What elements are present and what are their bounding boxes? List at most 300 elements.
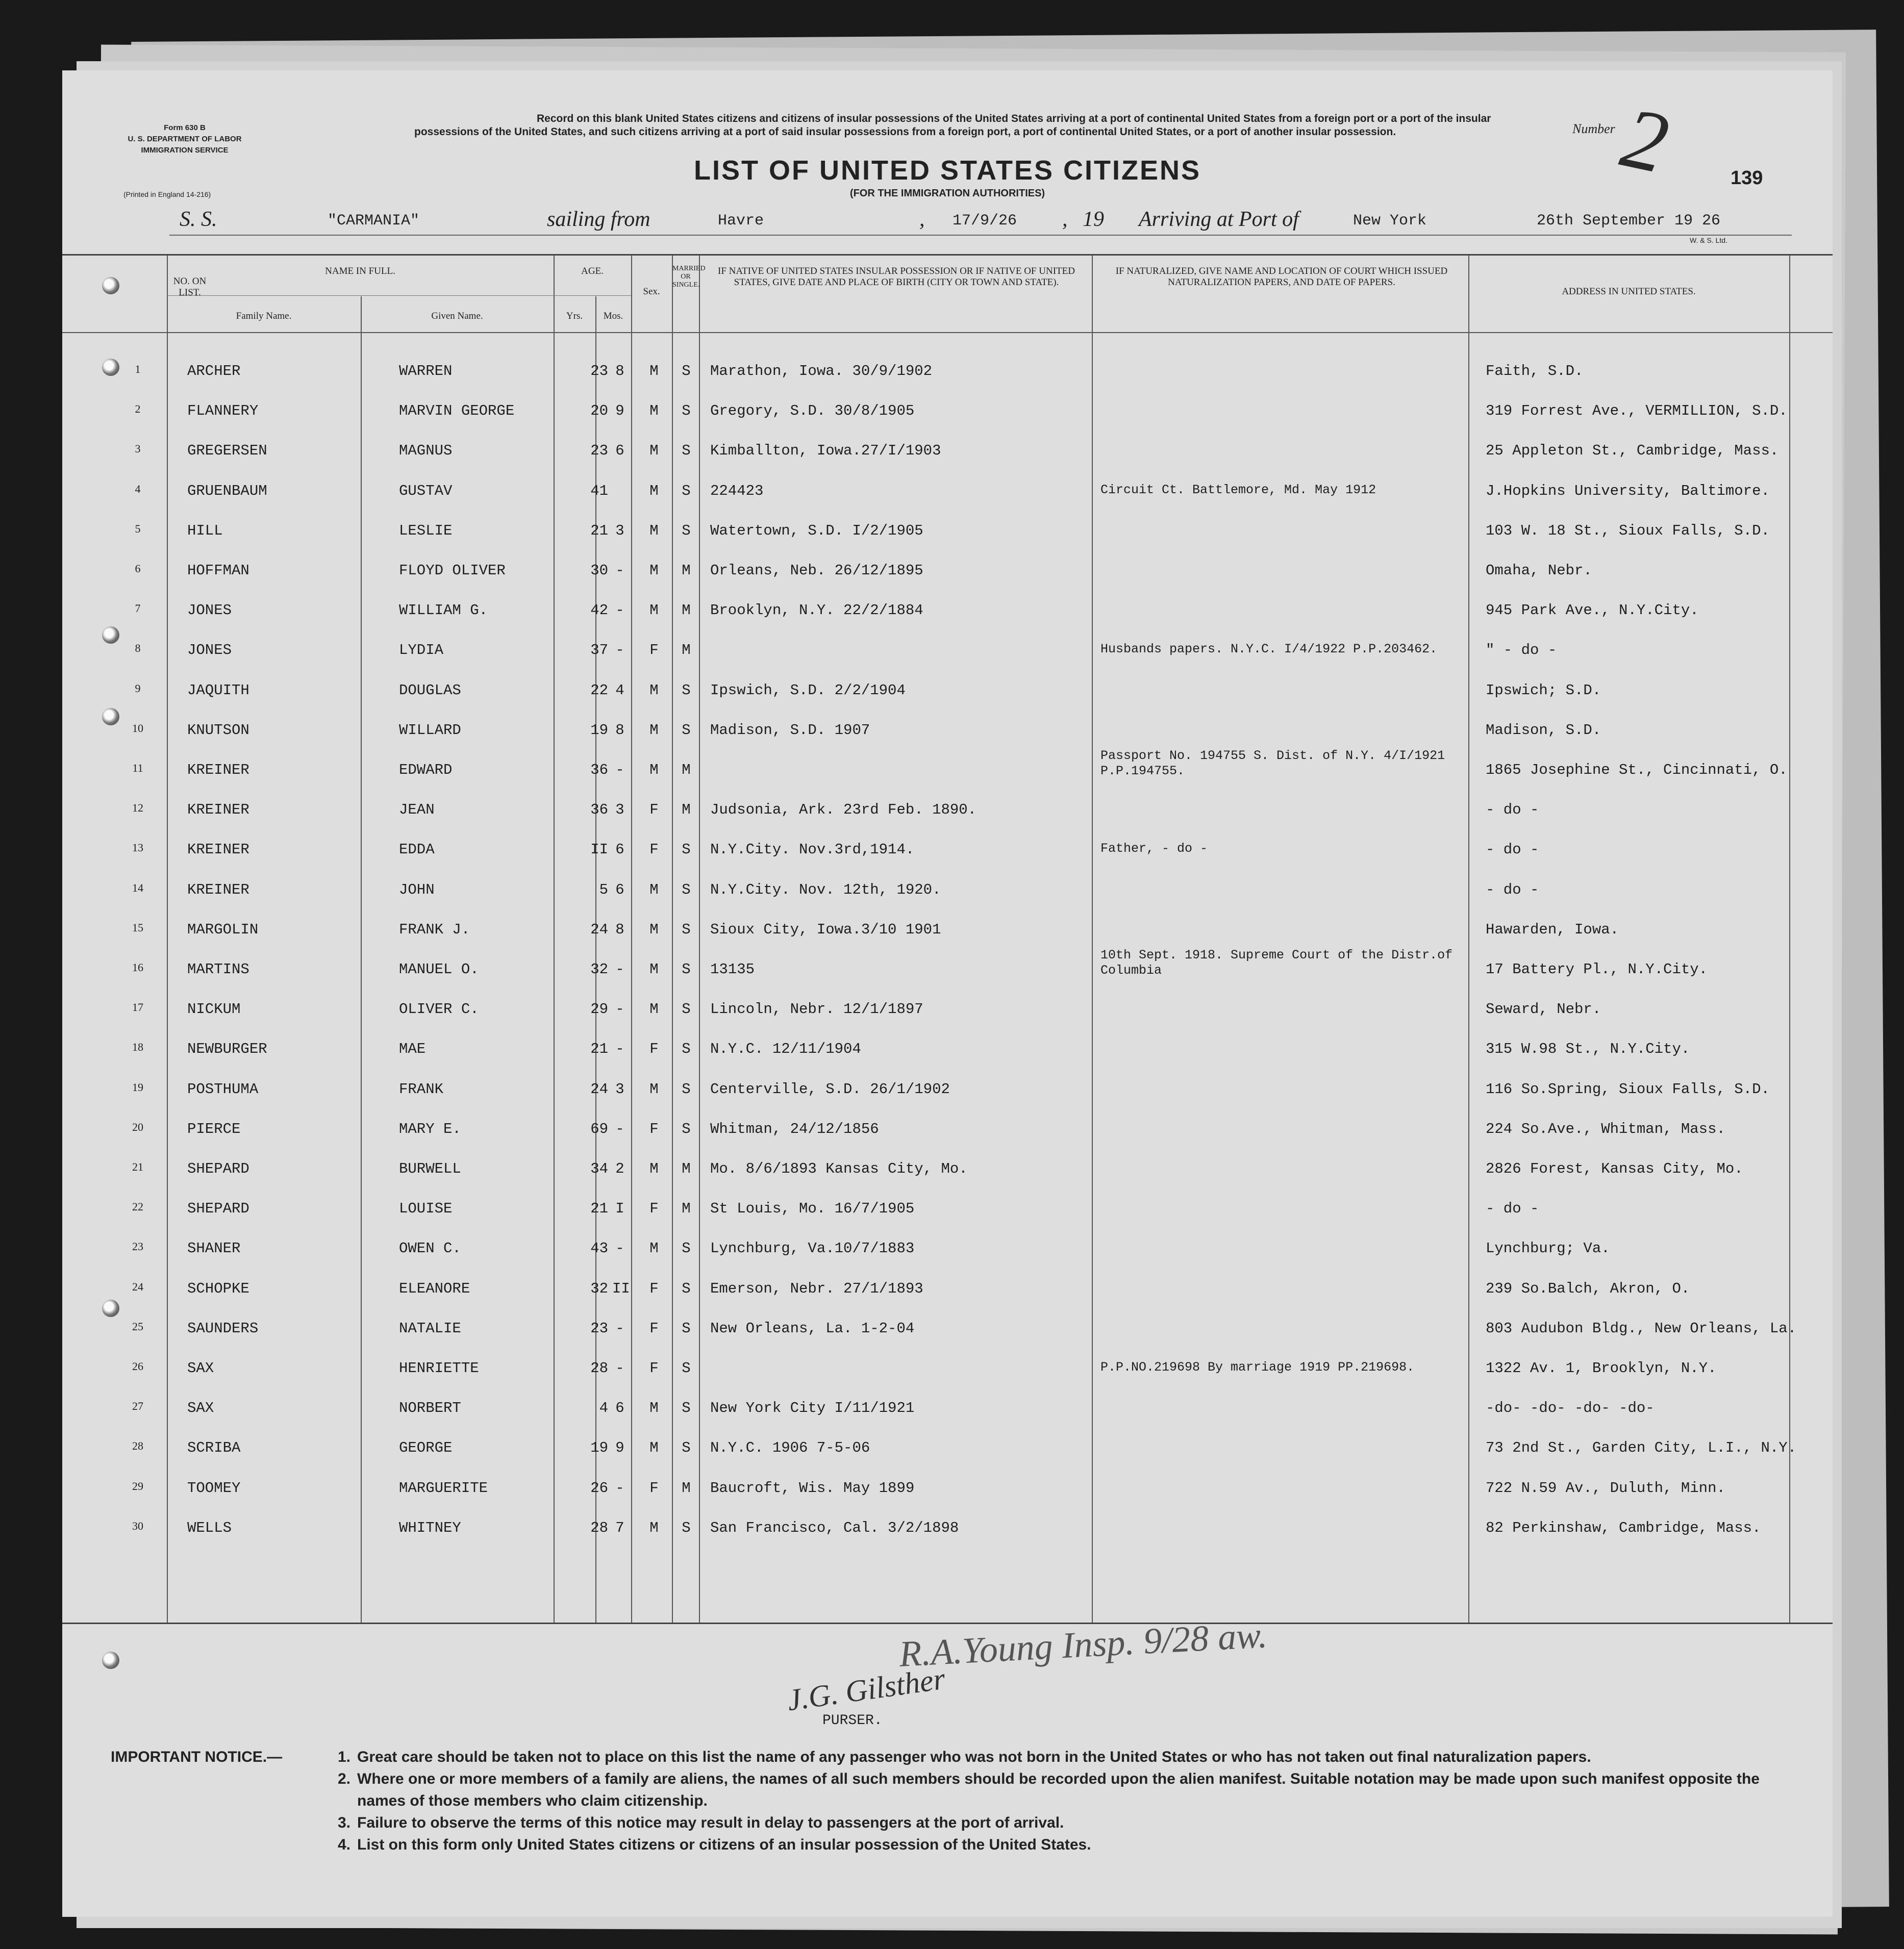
family-name: WELLS xyxy=(187,1519,232,1536)
birth-place-date: 224423 xyxy=(710,482,764,499)
row-number: 16 xyxy=(132,961,143,974)
us-address: - do - xyxy=(1486,841,1539,858)
us-address: 17 Battery Pl., N.Y.City. xyxy=(1486,961,1708,978)
family-name: JONES xyxy=(187,602,232,619)
row-number: 12 xyxy=(132,801,143,815)
age-years: 41 xyxy=(590,482,608,499)
age-years: 36 xyxy=(590,762,608,778)
sex: F xyxy=(649,1041,659,1058)
birth-place-date: Marathon, Iowa. 30/9/1902 xyxy=(710,363,933,379)
row-number: 20 xyxy=(132,1120,143,1133)
family-name: KREINER xyxy=(187,881,249,898)
number-label: Number xyxy=(1572,121,1615,136)
sex: M xyxy=(649,402,659,420)
marital-status: S xyxy=(682,1320,691,1337)
birth-place-date: Lincoln, Nebr. 12/1/1897 xyxy=(710,1001,923,1018)
age-months: - xyxy=(615,1360,624,1377)
sex: M xyxy=(649,482,659,499)
marital-status: S xyxy=(682,1519,691,1536)
sex: F xyxy=(649,801,659,819)
given-name: LOUISE xyxy=(399,1200,453,1218)
notice-number: 2. xyxy=(338,1770,351,1787)
marital-status: S xyxy=(682,1120,691,1137)
table-row xyxy=(62,592,1833,631)
family-name: SHEPARD xyxy=(187,1160,249,1177)
sex: M xyxy=(649,1001,659,1018)
age-months: I xyxy=(615,1200,624,1218)
age-years: II xyxy=(590,841,608,858)
age-months: 6 xyxy=(615,881,624,898)
row-number: 21 xyxy=(132,1160,143,1173)
birth-place-date: Brooklyn, N.Y. 22/2/1884 xyxy=(710,602,923,619)
row-number: 18 xyxy=(132,1041,143,1054)
us-address: 315 W.98 St., N.Y.City. xyxy=(1486,1041,1690,1058)
marital-status: S xyxy=(682,1041,691,1058)
birth-place-date: Sioux City, Iowa.3/10 1901 xyxy=(710,921,941,938)
family-name: SCRIBA xyxy=(187,1439,241,1457)
sex: F xyxy=(649,1479,659,1497)
form-identifier xyxy=(118,122,251,156)
notice-list xyxy=(338,1746,1807,1856)
age-months: - xyxy=(615,762,624,778)
arriving-label: Arriving at Port of xyxy=(1139,208,1299,231)
age-years: 42 xyxy=(590,602,608,619)
row-number: 19 xyxy=(132,1080,143,1094)
marital-status: S xyxy=(682,961,691,978)
given-name: MAE xyxy=(399,1041,426,1058)
family-name: SAX xyxy=(187,1360,214,1377)
birth-place-date: Ipswich, S.D. 2/2/1904 xyxy=(710,681,906,699)
table-row xyxy=(62,948,1833,991)
age-months: 8 xyxy=(615,921,624,938)
ss-label: S. S. xyxy=(180,208,217,231)
age-years: 5 xyxy=(599,881,608,898)
sex: M xyxy=(649,762,659,778)
marital-status: M xyxy=(682,1160,691,1177)
family-name: PIERCE xyxy=(187,1120,241,1137)
family-name: MARTINS xyxy=(187,961,249,978)
age-years: 37 xyxy=(590,642,608,659)
marital-status: S xyxy=(682,1400,691,1417)
marital-status: S xyxy=(682,721,691,739)
family-name: GRUENBAUM xyxy=(187,482,267,499)
age-years: 23 xyxy=(590,442,608,460)
marital-status: S xyxy=(682,522,691,539)
marital-status: S xyxy=(682,1439,691,1457)
divider xyxy=(169,235,1792,236)
given-name: WILLIAM G. xyxy=(399,602,488,619)
age-months: - xyxy=(615,1041,624,1058)
sex: M xyxy=(649,1080,659,1098)
given-name: MANUEL O. xyxy=(399,961,479,978)
age-months: 8 xyxy=(615,363,624,379)
marital-status: M xyxy=(682,602,691,619)
family-name: SHEPARD xyxy=(187,1200,249,1218)
sex: F xyxy=(649,1360,659,1377)
age-months: 6 xyxy=(615,442,624,460)
row-number: 7 xyxy=(135,602,141,615)
sex: M xyxy=(649,921,659,938)
notice-label: IMPORTANT NOTICE.— xyxy=(111,1749,283,1765)
marital-status: S xyxy=(682,442,691,460)
age-months: - xyxy=(615,1320,624,1337)
age-years: 36 xyxy=(590,801,608,819)
family-name: ARCHER xyxy=(187,363,241,379)
list-number: 2 xyxy=(1614,89,1676,192)
birth-place-date: St Louis, Mo. 16/7/1905 xyxy=(710,1200,915,1218)
marital-status: S xyxy=(682,1001,691,1018)
naturalization: P.P.NO.219698 By marriage 1919 PP.219698. xyxy=(1100,1360,1415,1375)
row-number: 23 xyxy=(132,1240,143,1253)
us-address: " - do - xyxy=(1486,642,1557,659)
given-name: WARREN xyxy=(399,363,453,379)
age-years: 21 xyxy=(590,1041,608,1058)
row-number: 11 xyxy=(132,762,143,774)
header-birth: IF NATIVE OF UNITED STATES INSULAR POSSESSION OR IF NATIVE OF UNITED STATES, GIVE DATE AND PLACE OF BIRTH (CITY OR TOWN AND STATE). xyxy=(718,266,1075,288)
table-row xyxy=(62,1429,1833,1469)
given-name: GEORGE xyxy=(399,1439,453,1457)
birth-place-date: Lynchburg, Va.10/7/1883 xyxy=(710,1240,915,1257)
given-name: OWEN C. xyxy=(399,1240,461,1257)
notice-number: 1. xyxy=(338,1749,351,1765)
age-years: 32 xyxy=(590,1280,608,1297)
us-address: 319 Forrest Ave., VERMILLION, S.D. xyxy=(1486,402,1788,420)
age-years: 24 xyxy=(590,921,608,938)
us-address: - do - xyxy=(1486,881,1539,898)
notice-text: Where one or more members of a family are aliens, the names of all such members should be recorded upon the alien manifest. Suitable notation may be made upon such manifest opposite the names of those members who claim citizenship. xyxy=(357,1770,1760,1809)
age-months: 2 xyxy=(615,1160,624,1177)
table-row xyxy=(62,392,1833,432)
family-name: POSTHUMA xyxy=(187,1080,259,1098)
age-years: 23 xyxy=(590,1320,608,1337)
age-years: 34 xyxy=(590,1160,608,1177)
marital-status: M xyxy=(682,1479,691,1497)
table-row xyxy=(62,831,1833,871)
marital-status: S xyxy=(682,921,691,938)
us-address: J.Hopkins University, Baltimore. xyxy=(1486,482,1770,499)
age-months: 6 xyxy=(615,841,624,858)
family-name: NEWBURGER xyxy=(187,1041,267,1058)
year-label: 19 xyxy=(1083,208,1104,231)
page-stamp: 139 xyxy=(1731,167,1763,189)
given-name: FLOYD OLIVER xyxy=(399,562,506,579)
row-number: 30 xyxy=(132,1519,143,1532)
notice-item xyxy=(338,1768,1807,1812)
row-number: 14 xyxy=(132,881,143,894)
separator: , xyxy=(1062,208,1068,231)
table-row xyxy=(62,1071,1833,1110)
row-number: 6 xyxy=(135,562,141,575)
age-months: - xyxy=(615,1120,624,1137)
table-row xyxy=(62,1110,1833,1150)
birth-place-date: N.Y.C. 1906 7-5-06 xyxy=(710,1439,870,1457)
sailing-label: sailing from xyxy=(547,208,650,231)
row-number: 9 xyxy=(135,681,141,695)
naturalization: Father, - do - xyxy=(1100,841,1208,856)
naturalization: 10th Sept. 1918. Supreme Court of the Distr.of Columbia xyxy=(1100,948,1453,978)
row-number: 13 xyxy=(132,841,143,854)
family-name: SCHOPKE xyxy=(187,1280,249,1297)
form-number: Form 630 B xyxy=(164,123,206,132)
age-months: 3 xyxy=(615,1080,624,1098)
us-address: 722 N.59 Av., Duluth, Minn. xyxy=(1486,1479,1725,1497)
given-name: MARGUERITE xyxy=(399,1479,488,1497)
sex: M xyxy=(649,1519,659,1536)
us-address: Hawarden, Iowa. xyxy=(1486,921,1619,938)
notice-number: 3. xyxy=(338,1814,351,1831)
marital-status: S xyxy=(682,402,691,420)
family-name: SAX xyxy=(187,1400,214,1417)
sex: M xyxy=(649,602,659,619)
us-address: 803 Audubon Bldg., New Orleans, La. xyxy=(1486,1320,1797,1337)
notice-text: Failure to observe the terms of this notice may result in delay to passengers at the port of arrival. xyxy=(357,1814,1064,1831)
family-name: GREGERSEN xyxy=(187,442,267,460)
form-instructions: Record on this blank United States citizens and citizens of insular possessions of the United States arriving at a port of continental United States from a foreign port or a port of the insular possessions of the United States, and such citizens arriving at a port of said insular possessions from a foreign port, a port of continental United States, or a port of another insular possession. xyxy=(414,113,1491,138)
table-row xyxy=(62,512,1833,552)
row-number: 27 xyxy=(132,1400,143,1413)
table-row xyxy=(62,1310,1833,1350)
family-name: NICKUM xyxy=(187,1001,241,1018)
header-sex: Sex. xyxy=(643,286,660,297)
sex: M xyxy=(649,721,659,739)
row-number: 10 xyxy=(132,721,143,735)
age-years: 22 xyxy=(590,681,608,699)
us-address: Seward, Nebr. xyxy=(1486,1001,1601,1018)
age-months: II xyxy=(612,1280,630,1297)
age-years: 28 xyxy=(590,1519,608,1536)
given-name: BURWELL xyxy=(399,1160,461,1177)
given-name: MAGNUS xyxy=(399,442,453,460)
us-address: -do- -do- -do- -do- xyxy=(1486,1400,1655,1417)
birth-place-date: 13135 xyxy=(710,961,755,978)
header-years: Yrs. xyxy=(566,311,583,321)
us-address: Ipswich; S.D. xyxy=(1486,681,1601,699)
notice-text: List on this form only United States citizens or citizens of an insular possession of the United States. xyxy=(357,1836,1091,1853)
sex: F xyxy=(649,1120,659,1137)
marital-status: S xyxy=(682,881,691,898)
age-years: 43 xyxy=(590,1240,608,1257)
marital-status: S xyxy=(682,1240,691,1257)
marital-status: M xyxy=(682,562,691,579)
ship-name: "CARMANIA" xyxy=(328,212,420,230)
sailing-port: Havre xyxy=(718,212,764,230)
sex: M xyxy=(649,1240,659,1257)
age-months: - xyxy=(615,642,624,659)
us-address: Lynchburg; Va. xyxy=(1486,1240,1610,1257)
purser-signature: J.G. Gilsther xyxy=(785,1661,947,1717)
us-address: - do - xyxy=(1486,1200,1539,1218)
sex: F xyxy=(649,1200,659,1218)
given-name: FRANK xyxy=(399,1080,444,1098)
family-name: KREINER xyxy=(187,841,249,858)
us-address: 224 So.Ave., Whitman, Mass. xyxy=(1486,1120,1725,1137)
sex: M xyxy=(649,881,659,898)
row-number: 29 xyxy=(132,1479,143,1492)
given-name: DOUGLAS xyxy=(399,681,461,699)
given-name: WILLARD xyxy=(399,721,461,739)
table-row xyxy=(62,1470,1833,1509)
header-address: ADDRESS IN UNITED STATES. xyxy=(1562,286,1696,297)
row-number: 17 xyxy=(132,1001,143,1014)
table-row xyxy=(62,911,1833,951)
purser-label: PURSER. xyxy=(822,1713,883,1729)
row-number: 25 xyxy=(132,1320,143,1333)
header-family-name: Family Name. xyxy=(236,311,292,321)
us-address: 1865 Josephine St., Cincinnati, O. xyxy=(1486,762,1788,778)
age-years: 32 xyxy=(590,961,608,978)
table-row xyxy=(62,1190,1833,1230)
table-row xyxy=(62,1389,1833,1429)
sex: M xyxy=(649,961,659,978)
birth-place-date: N.Y.City. Nov. 12th, 1920. xyxy=(710,881,941,898)
binding-hole xyxy=(102,1300,119,1317)
naturalization: Circuit Ct. Battlemore, Md. May 1912 xyxy=(1100,482,1376,497)
row-number: 28 xyxy=(132,1439,143,1453)
arrival-port: New York xyxy=(1353,212,1427,230)
given-name: LYDIA xyxy=(399,642,444,659)
given-name: MARVIN GEORGE xyxy=(399,402,515,420)
age-years: 19 xyxy=(590,721,608,739)
table-row xyxy=(62,432,1833,472)
age-years: 21 xyxy=(590,1200,608,1218)
table-row xyxy=(62,472,1833,512)
age-months: - xyxy=(615,602,624,619)
sex: F xyxy=(649,1280,659,1297)
naturalization: Passport No. 194755 S. Dist. of N.Y. 4/I/1921 P.P.194755. xyxy=(1100,748,1445,778)
us-address: Faith, S.D. xyxy=(1486,363,1584,379)
birth-place-date: Mo. 8/6/1893 Kansas City, Mo. xyxy=(710,1160,968,1177)
table-row xyxy=(62,1509,1833,1549)
age-years: 30 xyxy=(590,562,608,579)
us-address: 1322 Av. 1, Brooklyn, N.Y. xyxy=(1486,1360,1717,1377)
age-months: - xyxy=(615,562,624,579)
table-row xyxy=(62,1270,1833,1310)
binding-hole xyxy=(102,1652,119,1669)
table-row xyxy=(62,352,1833,392)
us-address: 945 Park Ave., N.Y.City. xyxy=(1486,602,1699,619)
age-years: 19 xyxy=(590,1439,608,1457)
marital-status: S xyxy=(682,1280,691,1297)
age-years: 4 xyxy=(599,1400,608,1417)
age-years: 23 xyxy=(590,363,608,379)
given-name: MARY E. xyxy=(399,1120,461,1137)
table-row xyxy=(62,1230,1833,1270)
row-number: 1 xyxy=(135,363,141,375)
marital-status: M xyxy=(682,1200,691,1218)
family-name: JONES xyxy=(187,642,232,659)
table-row xyxy=(62,712,1833,751)
table-row xyxy=(62,1030,1833,1070)
manifest-sheet xyxy=(62,70,1833,1917)
age-months: 3 xyxy=(615,522,624,539)
family-name: FLANNERY xyxy=(187,402,259,420)
notice-number: 4. xyxy=(338,1836,351,1853)
arrival-date: 26th September 19 26 xyxy=(1537,212,1721,230)
sex: M xyxy=(649,522,659,539)
table-row xyxy=(62,791,1833,831)
given-name: GUSTAV xyxy=(399,482,453,499)
given-name: JEAN xyxy=(399,801,435,819)
family-name: SHANER xyxy=(187,1240,241,1257)
age-months: 3 xyxy=(615,801,624,819)
table-row xyxy=(62,672,1833,712)
row-number: 8 xyxy=(135,642,141,655)
marital-status: S xyxy=(682,1080,691,1098)
inspector-signature: R.A.Young Insp. 9/28 aw. xyxy=(898,1614,1268,1675)
given-name: FRANK J. xyxy=(399,921,470,938)
binding-hole xyxy=(102,277,119,294)
marital-status: S xyxy=(682,482,691,499)
us-address: Omaha, Nebr. xyxy=(1486,562,1592,579)
age-years: 21 xyxy=(590,522,608,539)
marital-status: M xyxy=(682,642,691,659)
notice-text: Great care should be taken not to place on this list the name of any passenger who was not born in the United States or who has not taken out final naturalization papers. xyxy=(357,1749,1591,1765)
us-address: 25 Appleton St., Cambridge, Mass. xyxy=(1486,442,1779,460)
sex: F xyxy=(649,1320,659,1337)
given-name: HENRIETTE xyxy=(399,1360,479,1377)
birth-place-date: New York City I/11/1921 xyxy=(710,1400,915,1417)
row-number: 22 xyxy=(132,1200,143,1213)
birth-place-date: Judsonia, Ark. 23rd Feb. 1890. xyxy=(710,801,977,819)
binding-hole xyxy=(102,626,119,644)
marital-status: S xyxy=(682,363,691,379)
family-name: KREINER xyxy=(187,762,249,778)
birth-place-date: Emerson, Nebr. 27/1/1893 xyxy=(710,1280,923,1297)
header-months: Mos. xyxy=(603,311,623,321)
row-number: 4 xyxy=(135,482,141,495)
us-address: 239 So.Balch, Akron, O. xyxy=(1486,1280,1690,1297)
printer-note: (Printed in England 14-216) xyxy=(123,190,211,198)
header-naturalization: IF NATURALIZED, GIVE NAME AND LOCATION OF COURT WHICH ISSUED NATURALIZATION PAPERS, AND DATE OF PAPERS. xyxy=(1115,266,1448,288)
birth-place-date: Watertown, S.D. I/2/1905 xyxy=(710,522,923,539)
us-address: 2826 Forest, Kansas City, Mo. xyxy=(1486,1160,1743,1177)
sex: M xyxy=(649,681,659,699)
age-months: - xyxy=(615,1001,624,1018)
age-months: 8 xyxy=(615,721,624,739)
age-months: - xyxy=(615,1479,624,1497)
birth-place-date: Baucroft, Wis. May 1899 xyxy=(710,1479,915,1497)
table-row xyxy=(62,871,1833,911)
us-address: 73 2nd St., Garden City, L.I., N.Y. xyxy=(1486,1439,1797,1457)
row-number: 3 xyxy=(135,442,141,455)
separator: , xyxy=(919,208,925,231)
given-name: WHITNEY xyxy=(399,1519,461,1536)
age-years: 24 xyxy=(590,1080,608,1098)
birth-place-date: Centerville, S.D. 26/1/1902 xyxy=(710,1080,950,1098)
sex: M xyxy=(649,1439,659,1457)
age-months: 6 xyxy=(615,1400,624,1417)
age-months: - xyxy=(615,961,624,978)
table-row xyxy=(62,748,1833,791)
header-no: NO. ON LIST. xyxy=(173,276,207,298)
family-name: MARGOLIN xyxy=(187,921,259,938)
sex: M xyxy=(649,1160,659,1177)
sex: M xyxy=(649,442,659,460)
family-name: HILL xyxy=(187,522,223,539)
given-name: NORBERT xyxy=(399,1400,461,1417)
naturalization: Husbands papers. N.Y.C. I/4/1922 P.P.203462. xyxy=(1100,642,1438,657)
given-name: EDWARD xyxy=(399,762,453,778)
birth-place-date: New Orleans, La. 1-2-04 xyxy=(710,1320,915,1337)
given-name: EDDA xyxy=(399,841,435,858)
age-years: 26 xyxy=(590,1479,608,1497)
binding-hole xyxy=(102,359,119,376)
sex: M xyxy=(649,363,659,379)
given-name: OLIVER C. xyxy=(399,1001,479,1018)
marital-status: S xyxy=(682,681,691,699)
birth-place-date: Whitman, 24/12/1856 xyxy=(710,1120,879,1137)
row-number: 15 xyxy=(132,921,143,934)
